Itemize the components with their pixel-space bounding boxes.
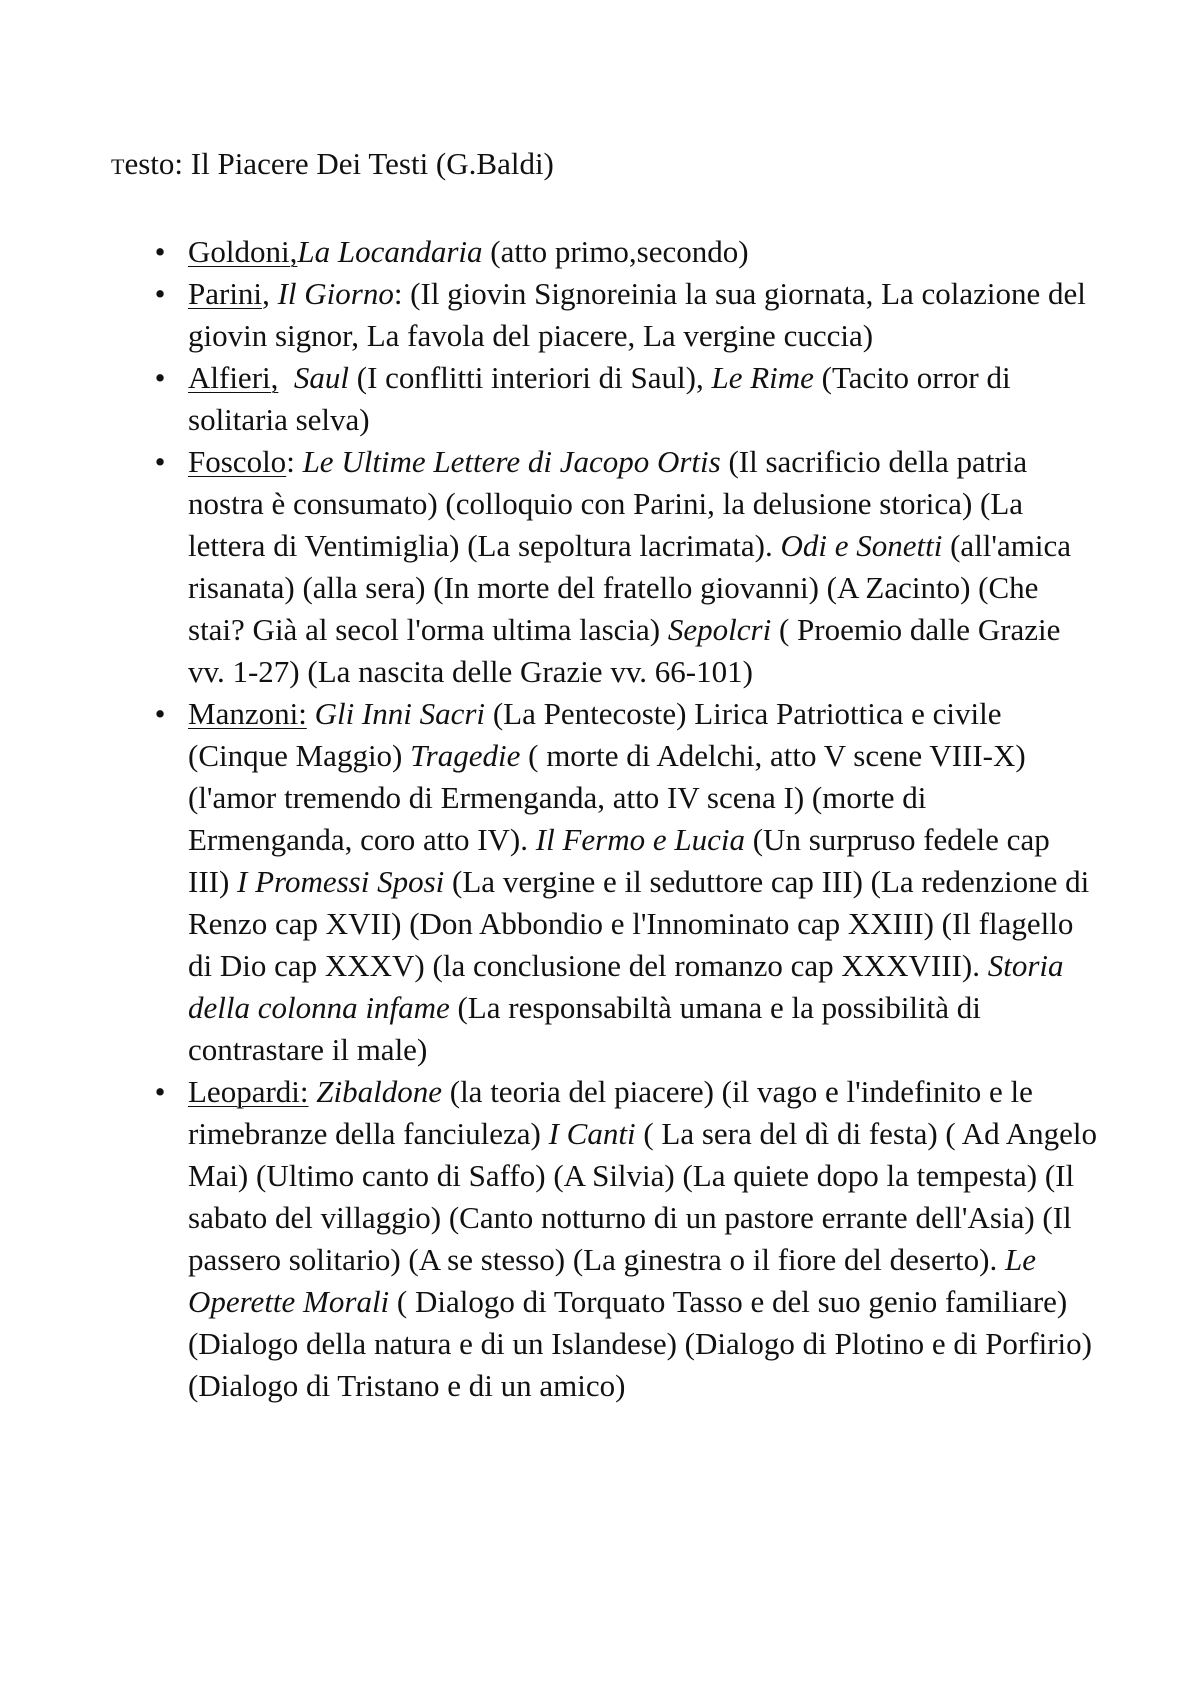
list-item bbox=[154, 231, 1098, 273]
bullet-icon: • bbox=[154, 1074, 166, 1109]
work-title: Odi e Sonetti bbox=[780, 528, 943, 563]
list-item bbox=[154, 273, 1098, 357]
work-title: Le Ultime Lettere di Jacopo Ortis bbox=[302, 444, 721, 479]
work-title: Gli Inni Sacri bbox=[314, 696, 486, 731]
work-details: (La responsabiltà umana e la possibilità di contrastare il male) bbox=[188, 990, 981, 1067]
work-details: ( La sera del dì di festa) ( Ad Angelo Mai) (Ultimo canto di Saffo) (A Silvia) (La quiete dopo la tempesta) (Il sabato del villaggio) (Canto notturno di un pastore errante dell'Asia) (Il passero solitario) (A se stesso) (La ginestra o il fiore del deserto). bbox=[188, 1116, 1097, 1277]
work-details: (La Pentecoste) Lirica Patriottica e civile (Cinque Maggio) bbox=[188, 696, 1002, 773]
bullet-icon: • bbox=[154, 360, 166, 395]
work-details: ( Proemio dalle Grazie vv. 1-27) (La nascita delle Grazie vv. 66-101) bbox=[188, 612, 1061, 689]
work-title: Saul bbox=[293, 360, 350, 395]
work-title: Il Fermo e Lucia bbox=[535, 822, 745, 857]
work-title: Sepolcri bbox=[667, 612, 772, 647]
author-name: Alfieri, bbox=[188, 360, 279, 395]
work-details: ( morte di Adelchi, atto V scene VIII-X) (l'amor tremendo di Ermenganda, atto IV scena I) (morte di Ermenganda, coro atto IV). bbox=[188, 738, 1026, 857]
work-details: ( Dialogo di Torquato Tasso e del suo genio familiare) (Dialogo della natura e di un Islandese) (Dialogo di Plotino e di Porfirio) (Dialogo di Tristano e di un amico) bbox=[188, 1284, 1092, 1403]
list-item bbox=[154, 1071, 1098, 1407]
author-separator: , bbox=[262, 276, 278, 311]
work-title: I Canti bbox=[548, 1116, 636, 1151]
work-title: La Locandaria bbox=[297, 234, 483, 269]
author-name: Foscolo bbox=[188, 444, 287, 479]
list-item bbox=[154, 441, 1098, 693]
work-details: (atto primo,secondo) bbox=[482, 234, 749, 269]
work-title: Le Operette Morali bbox=[188, 1242, 1036, 1319]
work-title: Il Giorno bbox=[277, 276, 394, 311]
author-name: Goldoni, bbox=[188, 234, 298, 269]
header-label-first-letter: T bbox=[111, 154, 125, 179]
work-details: (Tacito orror di solitaria selva) bbox=[188, 360, 1011, 437]
work-details: (I conflitti interiori di Saul), bbox=[349, 360, 712, 395]
author-separator bbox=[307, 696, 315, 731]
work-title: Tragedie bbox=[410, 738, 521, 773]
work-details: (la teoria del piacere) (il vago e l'indefinito e le rimebranze della fanciuleza) bbox=[188, 1074, 1033, 1151]
work-title: Storia della colonna infame bbox=[188, 948, 1064, 1025]
author-separator bbox=[278, 360, 294, 395]
work-details: : (Il giovin Signoreinia la sua giornata, La colazione del giovin signor, La favola del piacere, La vergine cuccia) bbox=[188, 276, 1086, 353]
work-details: (Un surpruso fedele cap III) bbox=[188, 822, 1050, 899]
bullet-icon: • bbox=[154, 696, 166, 731]
bullet-icon: • bbox=[154, 234, 166, 269]
work-details: (all'amica risanata) (alla sera) (In morte del fratello giovanni) (A Zacinto) (Che stai? Già al secol l'orma ultima lascia) bbox=[188, 528, 1072, 647]
work-details: (La vergine e il seduttore cap III) (La redenzione di Renzo cap XVII) (Don Abbondio e l'Innominato cap XXIII) (Il flagello di Dio cap XXXV) (la conclusione del romanzo cap XXXVIII). bbox=[188, 864, 1090, 983]
author-name: Parini bbox=[188, 276, 263, 311]
bullet-icon: • bbox=[154, 276, 166, 311]
work-title: Zibaldone bbox=[316, 1074, 442, 1109]
work-details: (Il sacrificio della patria nostra è consumato) (colloquio con Parini, la delusione storica) (La lettera di Ventimiglia) (La sepoltura lacrimata). bbox=[188, 444, 1028, 563]
header-book-title: Il Piacere Dei Testi (G.Baldi) bbox=[183, 146, 554, 181]
text-source-header bbox=[111, 143, 554, 188]
work-title: Le Rime bbox=[711, 360, 814, 395]
header-label: esto: bbox=[124, 146, 184, 181]
author-name: Manzoni: bbox=[188, 696, 307, 731]
list-item bbox=[154, 693, 1098, 1071]
list-item bbox=[154, 357, 1098, 441]
author-separator: : bbox=[286, 444, 303, 479]
bullet-icon: • bbox=[154, 444, 166, 479]
work-title: I Promessi Sposi bbox=[237, 864, 445, 899]
author-name: Leopardi: bbox=[188, 1074, 309, 1109]
author-list bbox=[154, 231, 1098, 1407]
